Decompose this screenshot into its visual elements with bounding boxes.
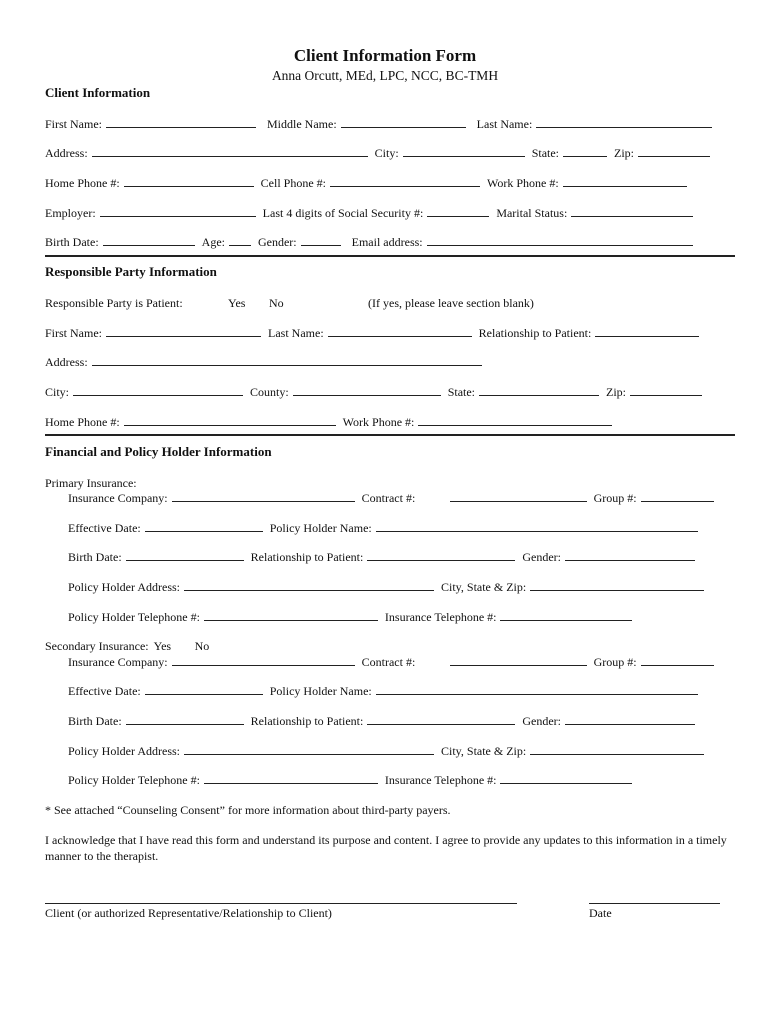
responsible-no-option[interactable]: No [269, 296, 284, 310]
client-name-row [45, 117, 716, 132]
client-employer-row [45, 206, 697, 221]
secondary-insurance-phone-field[interactable] [500, 773, 632, 784]
primary-relationship-field[interactable] [367, 550, 515, 561]
responsible-last-name-field[interactable] [328, 326, 472, 337]
responsible-city-row [45, 385, 706, 400]
client-first-name-field[interactable] [106, 117, 256, 128]
group-label: Group #: [593, 655, 637, 669]
secondary-contract-field[interactable] [450, 655, 587, 666]
city-state-zip-label: City, State & Zip: [441, 744, 527, 758]
city-label: City: [374, 146, 399, 160]
primary-effective-date-field[interactable] [145, 521, 263, 532]
county-label: County: [250, 385, 289, 399]
client-ssn-field[interactable] [427, 206, 489, 217]
primary-group-field[interactable] [641, 491, 714, 502]
zip-label: Zip: [606, 385, 627, 399]
primary-effective-row [68, 521, 702, 536]
responsible-address-row [45, 355, 486, 370]
policy-holder-name-label: Policy Holder Name: [269, 521, 372, 535]
form-title: Client Information Form [293, 46, 477, 65]
secondary-phone-row [68, 773, 636, 788]
address-label: Address: [45, 146, 88, 160]
email-label: Email address: [351, 235, 423, 249]
secondary-policy-holder-address-field[interactable] [184, 744, 434, 755]
marital-status-label: Marital Status: [496, 206, 568, 220]
counseling-consent-note: * See attached “Counseling Consent” for more information about third-party payers. [45, 803, 451, 817]
client-phone-row [45, 176, 691, 191]
date-signature-line[interactable] [589, 903, 720, 904]
employer-label: Employer: [45, 206, 96, 220]
group-label: Group #: [593, 491, 637, 505]
responsible-zip-field[interactable] [630, 385, 702, 396]
responsible-state-field[interactable] [479, 385, 599, 396]
responsible-relationship-field[interactable] [595, 326, 699, 337]
secondary-address-row [68, 744, 708, 759]
client-cell-phone-field[interactable] [330, 176, 480, 187]
insurance-phone-label: Insurance Telephone #: [384, 773, 497, 787]
cell-phone-label: Cell Phone #: [260, 176, 327, 190]
client-middle-name-field[interactable] [341, 117, 466, 128]
primary-city-state-zip-field[interactable] [530, 580, 704, 591]
responsible-work-phone-field[interactable] [418, 415, 612, 426]
gender-label: Gender: [522, 550, 561, 564]
birth-date-label: Birth Date: [68, 714, 122, 728]
work-phone-label: Work Phone #: [342, 415, 415, 429]
address-label: Address: [45, 355, 88, 369]
work-phone-label: Work Phone #: [487, 176, 559, 190]
birth-date-label: Birth Date: [68, 550, 122, 564]
ssn-label: Last 4 digits of Social Security #: [262, 206, 424, 220]
responsible-city-field[interactable] [73, 385, 243, 396]
insurance-company-label: Insurance Company: [68, 491, 168, 505]
client-home-phone-field[interactable] [124, 176, 254, 187]
relationship-label: Relationship to Patient: [478, 326, 592, 340]
insurance-company-label: Insurance Company: [68, 655, 168, 669]
client-city-field[interactable] [403, 146, 525, 157]
client-marital-status-field[interactable] [571, 206, 693, 217]
policy-holder-name-label: Policy Holder Name: [269, 684, 372, 698]
secondary-effective-row [68, 684, 702, 699]
home-phone-label: Home Phone #: [45, 176, 120, 190]
insurance-phone-label: Insurance Telephone #: [384, 610, 497, 624]
financial-heading: Financial and Policy Holder Information [45, 444, 272, 459]
secondary-company-row [68, 655, 718, 670]
client-work-phone-field[interactable] [563, 176, 687, 187]
client-signature-line[interactable] [45, 903, 517, 904]
responsible-address-field[interactable] [92, 355, 482, 366]
primary-insurance-label: Primary Insurance: [45, 476, 137, 490]
responsible-home-phone-field[interactable] [124, 415, 336, 426]
client-signature-label: Client (or authorized Representative/Relationship to Client) [45, 906, 332, 920]
last-name-label: Last Name: [476, 117, 533, 131]
primary-birth-row [68, 550, 699, 565]
gender-label: Gender: [522, 714, 561, 728]
responsible-is-patient-label: Responsible Party is Patient: [45, 296, 183, 310]
secondary-city-state-zip-field[interactable] [530, 744, 704, 755]
client-email-field[interactable] [427, 235, 693, 246]
effective-date-label: Effective Date: [68, 684, 141, 698]
client-employer-field[interactable] [100, 206, 256, 217]
client-zip-field[interactable] [638, 146, 710, 157]
secondary-birth-date-field[interactable] [126, 714, 244, 725]
primary-address-row [68, 580, 708, 595]
responsible-yes-option[interactable]: Yes [228, 296, 246, 310]
first-name-label: First Name: [45, 326, 102, 340]
policy-holder-phone-label: Policy Holder Telephone #: [68, 610, 200, 624]
client-age-field[interactable] [229, 235, 251, 246]
secondary-insurance-company-field[interactable] [172, 655, 355, 666]
secondary-no-option[interactable]: No [194, 639, 210, 653]
primary-phone-row [68, 610, 636, 625]
responsible-note: (If yes, please leave section blank) [368, 296, 534, 310]
policy-holder-address-label: Policy Holder Address: [68, 580, 180, 594]
city-label: City: [45, 385, 70, 399]
city-state-zip-label: City, State & Zip: [441, 580, 527, 594]
client-state-field[interactable] [563, 146, 607, 157]
primary-contract-field[interactable] [450, 491, 587, 502]
primary-policy-holder-address-field[interactable] [184, 580, 434, 591]
state-label: State: [447, 385, 476, 399]
secondary-gender-field[interactable] [565, 714, 695, 725]
section-divider [45, 434, 735, 436]
client-info-heading: Client Information [45, 85, 151, 100]
secondary-policy-holder-phone-field[interactable] [204, 773, 378, 784]
responsible-first-name-field[interactable] [106, 326, 261, 337]
primary-birth-date-field[interactable] [126, 550, 244, 561]
acknowledgment-text: I acknowledge that I have read this form and understand its purpose and content. I agree to provide any updates to this information in a timely manner to the therapist. [45, 833, 727, 863]
primary-policy-holder-name-field[interactable] [376, 521, 698, 532]
secondary-birth-row [68, 714, 699, 729]
client-address-row [45, 146, 714, 161]
form-subtitle: Anna Orcutt, MEd, LPC, NCC, BC-TMH [271, 68, 499, 83]
state-label: State: [531, 146, 560, 160]
age-label: Age: [201, 235, 225, 249]
contract-label: Contract #: [361, 491, 416, 505]
primary-insurance-phone-field[interactable] [500, 610, 632, 621]
effective-date-label: Effective Date: [68, 521, 141, 535]
client-birth-date-field[interactable] [103, 235, 195, 246]
responsible-patient-row [45, 296, 534, 311]
secondary-insurance-row [45, 639, 209, 654]
responsible-county-field[interactable] [293, 385, 441, 396]
section-divider [45, 255, 735, 257]
primary-policy-holder-phone-field[interactable] [204, 610, 378, 621]
client-address-field[interactable] [92, 146, 368, 157]
primary-company-row [68, 491, 718, 506]
primary-insurance-company-field[interactable] [172, 491, 355, 502]
responsible-name-row [45, 326, 703, 341]
first-name-label: First Name: [45, 117, 102, 131]
secondary-insurance-label: Secondary Insurance: [45, 639, 149, 653]
gender-label: Gender: [257, 235, 297, 249]
secondary-effective-date-field[interactable] [145, 684, 263, 695]
relationship-label: Relationship to Patient: [250, 550, 364, 564]
secondary-yes-option[interactable]: Yes [153, 639, 172, 653]
responsible-party-heading: Responsible Party Information [45, 264, 217, 279]
date-label: Date [589, 906, 612, 920]
middle-name-label: Middle Name: [267, 117, 337, 131]
policy-holder-phone-label: Policy Holder Telephone #: [68, 773, 200, 787]
birth-date-label: Birth Date: [45, 235, 99, 249]
contract-label: Contract #: [361, 655, 416, 669]
policy-holder-address-label: Policy Holder Address: [68, 744, 180, 758]
secondary-group-field[interactable] [641, 655, 714, 666]
primary-gender-field[interactable] [565, 550, 695, 561]
client-birth-row [45, 235, 697, 250]
secondary-policy-holder-name-field[interactable] [376, 684, 698, 695]
zip-label: Zip: [614, 146, 635, 160]
client-last-name-field[interactable] [536, 117, 712, 128]
client-gender-field[interactable] [301, 235, 341, 246]
responsible-phone-row [45, 415, 616, 430]
secondary-relationship-field[interactable] [367, 714, 515, 725]
home-phone-label: Home Phone #: [45, 415, 120, 429]
last-name-label: Last Name: [268, 326, 324, 340]
relationship-label: Relationship to Patient: [250, 714, 364, 728]
